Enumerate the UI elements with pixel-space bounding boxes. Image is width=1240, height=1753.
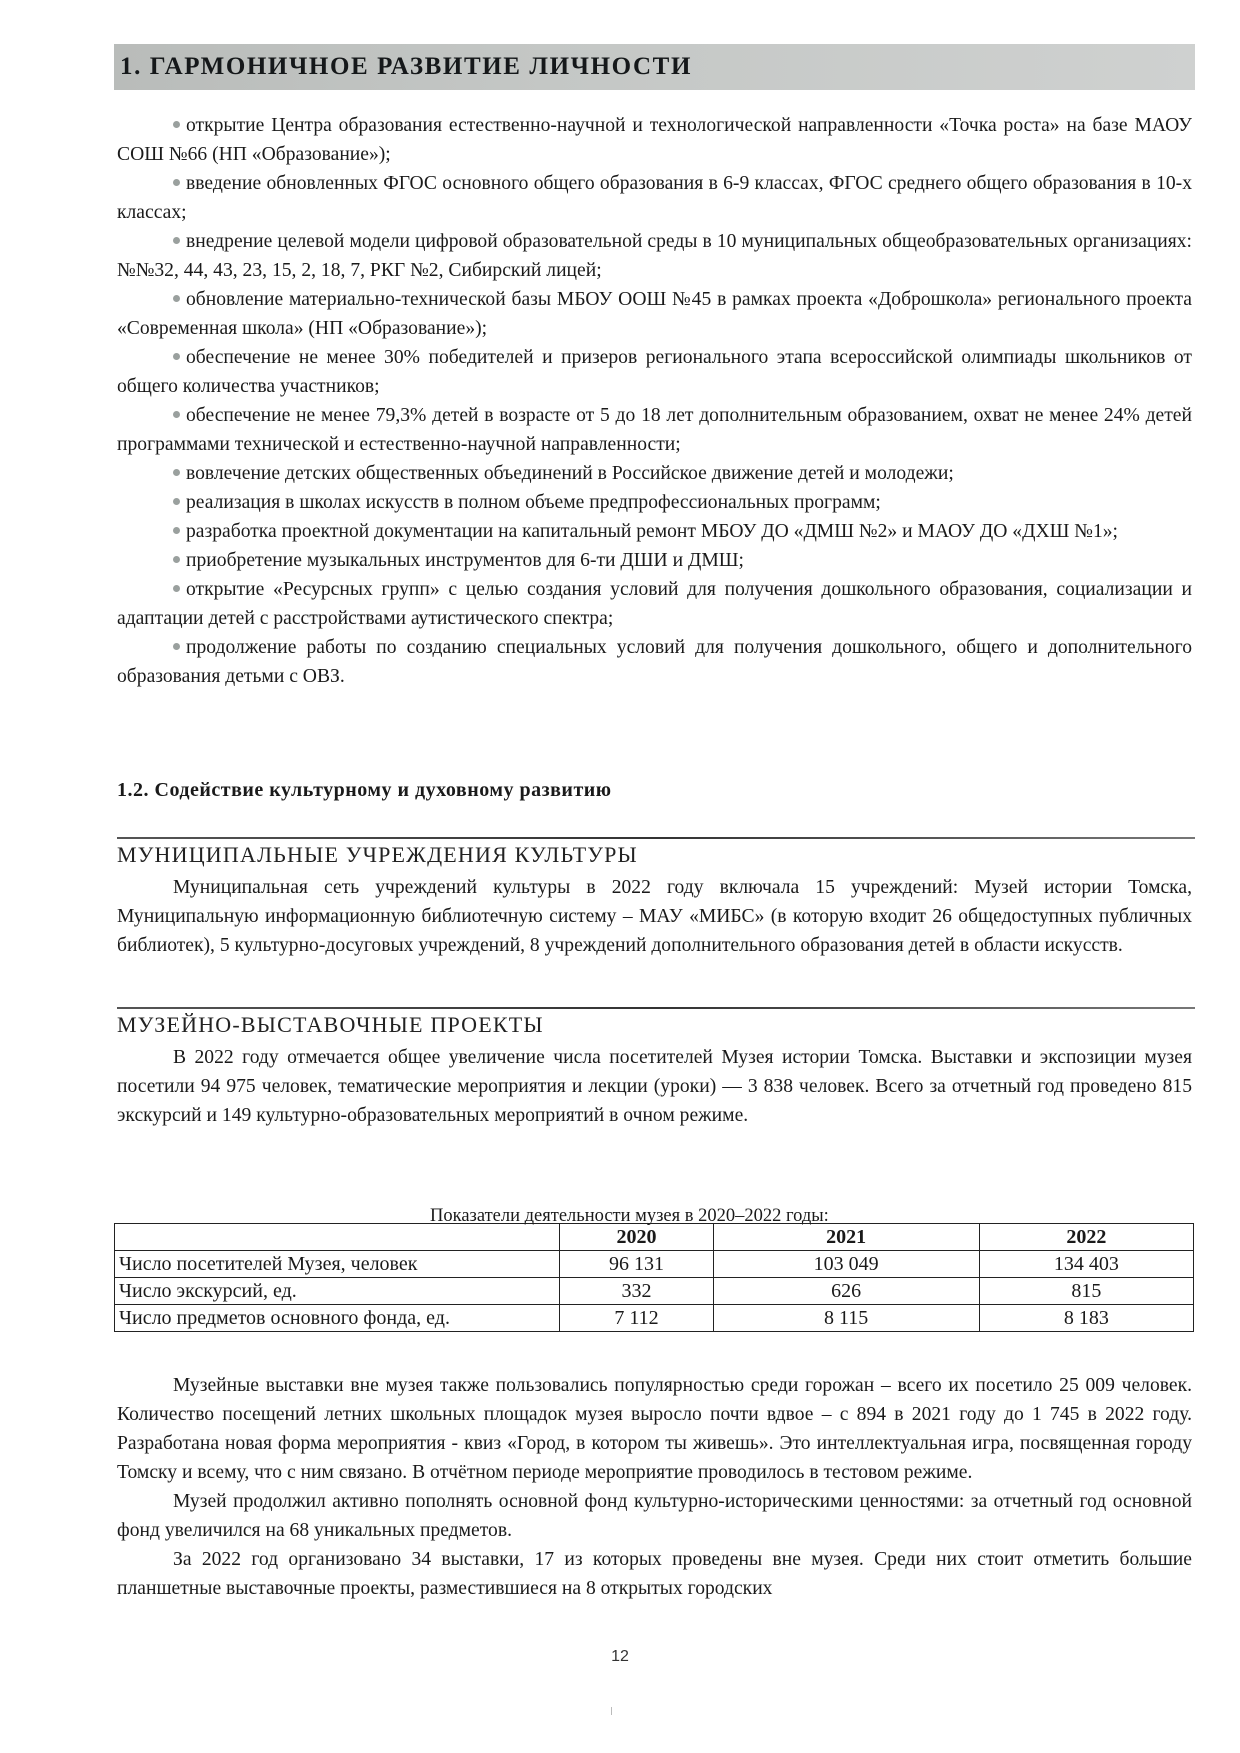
- bullet-icon: [173, 237, 180, 244]
- table-cell: 7 112: [560, 1305, 713, 1332]
- bullet-icon: [173, 353, 180, 360]
- row-label: Число посетителей Музея, человек: [115, 1251, 560, 1278]
- bullet-icon: [173, 179, 180, 186]
- bullet-icon: [173, 585, 180, 592]
- chapter-header-bar: [114, 44, 1195, 90]
- subsection-title: 1.2. Содействие культурному и духовному развитию: [117, 779, 612, 801]
- museum-paragraph: Музей продолжил активно пополнять основной фонд культурно-историческими ценностями: за отчетный год основной фонд увеличился на 68 уникальных предметов.: [117, 1491, 1192, 1541]
- row-label: Число экскурсий, ед.: [115, 1278, 560, 1305]
- list-item: реализация в школах искусств в полном объеме предпрофессиональных программ;: [117, 488, 1192, 517]
- table-cell: 8 183: [979, 1305, 1193, 1332]
- list-item: открытие Центра образования естественно-научной и технологической направленности «Точка роста» на базе МАОУ СОШ №66 (НП «Образование»);: [117, 115, 1192, 165]
- bullet-icon: [173, 643, 180, 650]
- museum-details-section: [117, 1371, 1192, 1603]
- page-number: 12: [611, 1648, 629, 1665]
- list-item: обеспечение не менее 79,3% детей в возрасте от 5 до 18 лет дополнительным образованием, охват не менее 24% детей программами технической и естественно-научной направленности;: [117, 405, 1192, 455]
- list-item: приобретение музыкальных инструментов для 6-ти ДШИ и ДМШ;: [117, 546, 1192, 575]
- list-item: внедрение целевой модели цифровой образовательной среды в 10 муниципальных общеобразовательных организациях: №№32, 44, 43, 23, 15, 2, 18, 7, РКГ №2, Сибирский лицей;: [117, 231, 1192, 281]
- table-cell: 134 403: [979, 1251, 1193, 1278]
- museum-paragraph: За 2022 год организовано 34 выставки, 17 из которых проведены вне музея. Среди них стоит отметить большие планшетные выставочные проекты, разместившиеся на 8 открытых городских: [117, 1549, 1192, 1599]
- section-divider: [117, 837, 1195, 839]
- institutions-heading: МУНИЦИПАЛЬНЫЕ УЧРЕЖДЕНИЯ КУЛЬТУРЫ: [117, 842, 638, 867]
- table-cell: 103 049: [713, 1251, 979, 1278]
- table-row: [115, 1305, 1194, 1332]
- table-cell: 815: [979, 1278, 1193, 1305]
- bullet-icon: [173, 469, 180, 476]
- bullet-icon: [173, 527, 180, 534]
- list-item: открытие «Ресурсных групп» с целью создания условий для получения дошкольного образования, социализации и адаптации детей с расстройствами аутистического спектра;: [117, 579, 1192, 629]
- museum-indicators-table: [114, 1223, 1194, 1332]
- bullet-icon: [173, 121, 180, 128]
- museum-intro-paragraph: В 2022 году отмечается общее увеличение числа посетителей Музея истории Томска. Выставки и экспозиции музея посетили 94 975 человек, тематические мероприятия и лекции (уроки) — 3 838 человек. Всего за отчетный год проведено 815 экскурсий и 149 культурно-образовательных мероприятий в очном режиме.: [117, 1047, 1192, 1126]
- institutions-section: [117, 873, 1192, 960]
- row-label: Число предметов основного фонда, ед.: [115, 1305, 560, 1332]
- bullet-icon: [173, 498, 180, 505]
- institutions-paragraph: Муниципальная сеть учреждений культуры в 2022 году включала 15 учреждений: Музей истории Томска, Муниципальную информационную библиотечную систему – МАУ «МИБС» (в которую входит 26 общедоступных публичных библиотек), 5 культурно-досуговых учреждений, 8 учреждений дополнительного образования детей в области искусств.: [117, 877, 1192, 956]
- table-row: [115, 1278, 1194, 1305]
- table-row: [115, 1251, 1194, 1278]
- goals-bullet-list: [117, 111, 1192, 691]
- list-item: разработка проектной документации на капитальный ремонт МБОУ ДО «ДМШ №2» и МАОУ ДО «ДХШ №1»;: [117, 517, 1192, 546]
- section-divider: [117, 1007, 1195, 1009]
- table-header-cell: 2021: [713, 1224, 979, 1251]
- list-item: обеспечение не менее 30% победителей и призеров регионального этапа всероссийской олимпиады школьников от общего количества участников;: [117, 347, 1192, 397]
- list-item: обновление материально-технической базы МБОУ ООШ №45 в рамках проекта «Доброшкола» регионального проекта «Современная школа» (НП «Образование»);: [117, 289, 1192, 339]
- table-cell: 96 131: [560, 1251, 713, 1278]
- table-cell: 626: [713, 1278, 979, 1305]
- table-header-cell: 2020: [560, 1224, 713, 1251]
- list-item: продолжение работы по созданию специальных условий для получения дошкольного, общего и дополнительного образования детьми с ОВЗ.: [117, 637, 1192, 687]
- chapter-title: 1. ГАРМОНИЧНОЕ РАЗВИТИЕ ЛИЧНОСТИ: [120, 53, 692, 80]
- table-cell: 8 115: [713, 1305, 979, 1332]
- museum-paragraph: Музейные выставки вне музея также пользовались популярностью среди горожан – всего их посетило 25 009 человек. Количество посещений летних школьных площадок музея выросло почти вдвое – с 894 в 2021 году до 1 745 в 2022 году. Разработана новая форма мероприятия - квиз «Город, в котором ты живешь». Это интеллектуальная игра, посвященная городу Томску и всему, что с ним связано. В отчётном периоде мероприятие проводилось в тестовом режиме.: [117, 1375, 1192, 1483]
- list-item: введение обновленных ФГОС основного общего образования в 6-9 классах, ФГОС среднего общего образования в 10-х классах;: [117, 173, 1192, 223]
- bullet-icon: [173, 411, 180, 418]
- table-header-cell: 2022: [979, 1224, 1193, 1251]
- table-caption: Показатели деятельности музея в 2020–2022 годы:: [430, 1206, 829, 1226]
- bullet-icon: [173, 556, 180, 563]
- museum-heading: МУЗЕЙНО-ВЫСТАВОЧНЫЕ ПРОЕКТЫ: [117, 1012, 544, 1037]
- list-item: вовлечение детских общественных объединений в Российское движение детей и молодежи;: [117, 459, 1192, 488]
- table-header-row: [115, 1224, 1194, 1251]
- table-cell: 332: [560, 1278, 713, 1305]
- scan-artifact: [611, 1707, 612, 1715]
- bullet-icon: [173, 295, 180, 302]
- museum-intro-section: [117, 1043, 1192, 1130]
- table-header-cell: [115, 1224, 560, 1251]
